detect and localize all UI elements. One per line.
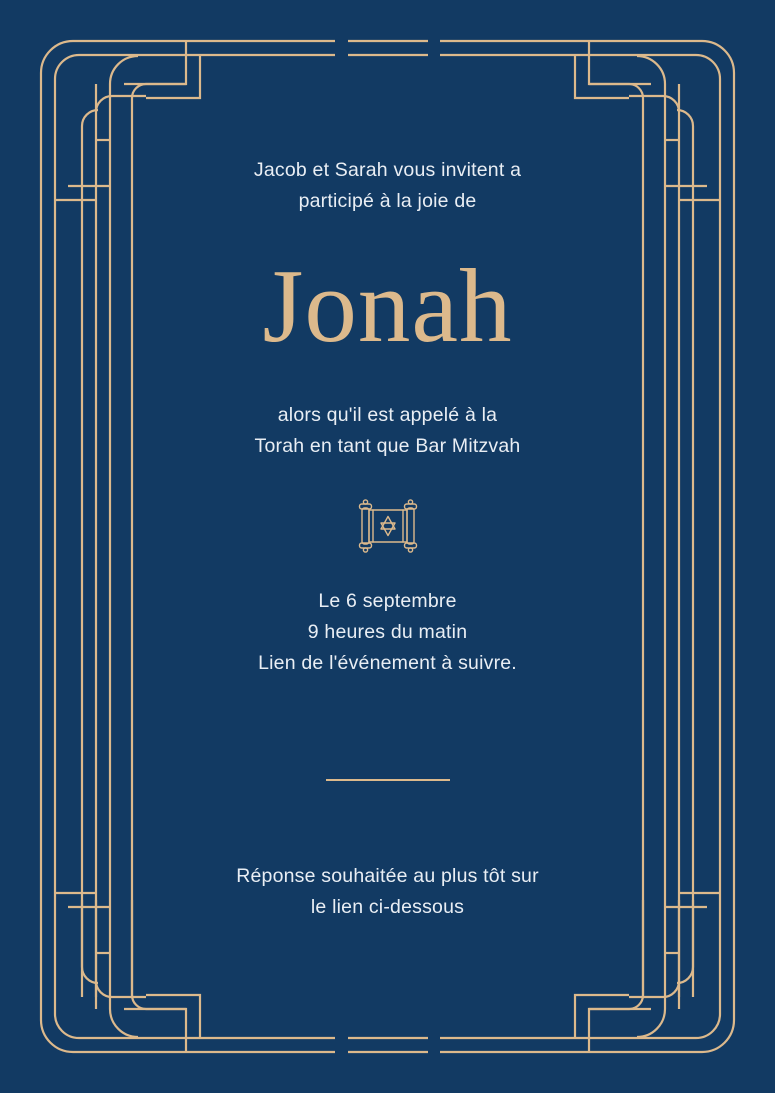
subtitle-line-2: Torah en tant que Bar Mitzvah <box>254 435 521 457</box>
rsvp-line-1: Réponse souhaitée au plus tôt sur <box>236 865 539 887</box>
invitation-content <box>110 0 665 1093</box>
subtitle-text <box>255 400 521 462</box>
intro-line-2: participé à la joie de <box>298 190 477 212</box>
rsvp-line-2: le lien ci-dessous <box>310 896 465 918</box>
detail-line-3: Lien de l'événement à suivre. <box>258 652 517 674</box>
detail-line-1: Le 6 septembre <box>318 590 457 612</box>
torah-scroll-star-of-david-icon <box>353 496 423 556</box>
honoree-name: Jonah <box>262 247 513 364</box>
event-details <box>258 586 517 679</box>
subtitle-line-1: alors qu'il est appelé à la <box>277 404 498 426</box>
intro-line-1: Jacob et Sarah vous invitent a <box>253 159 522 181</box>
intro-text <box>254 155 521 217</box>
rsvp-text <box>236 861 539 923</box>
divider <box>326 779 450 781</box>
detail-line-2: 9 heures du matin <box>307 621 468 643</box>
